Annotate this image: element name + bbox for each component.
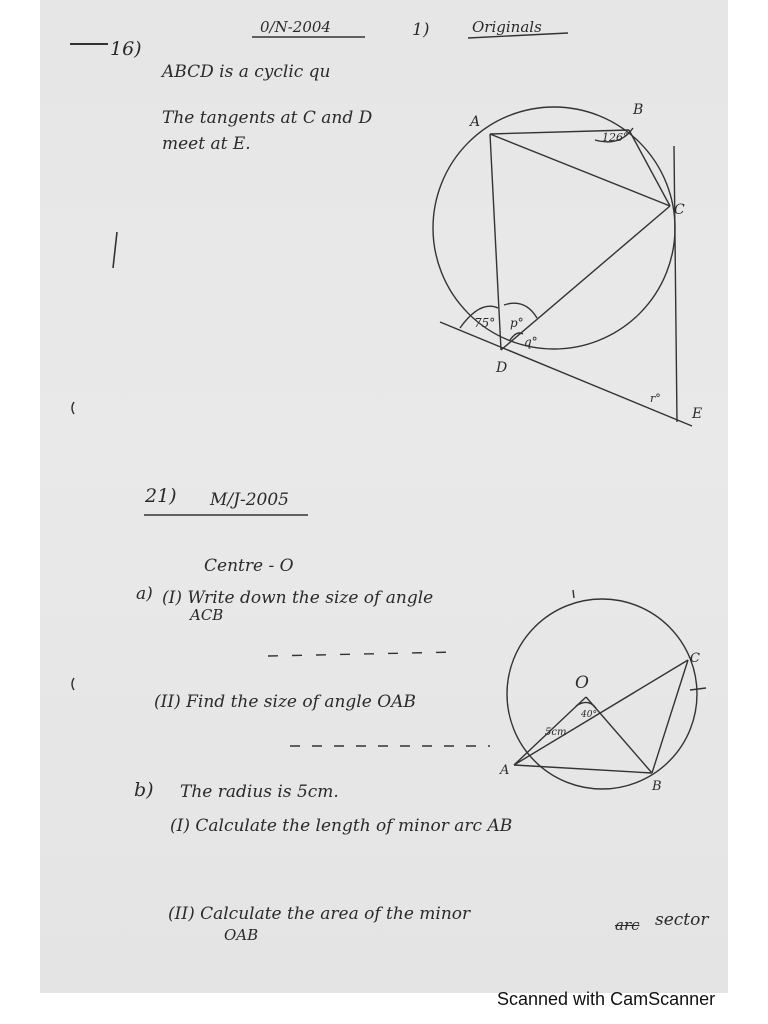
q16-chord-dc	[501, 206, 670, 350]
q21-b2-struck-word: arc	[615, 916, 640, 934]
scanned-page	[40, 0, 728, 993]
q21-chord-ab	[514, 765, 652, 773]
q16-angle-b: 126°	[602, 131, 629, 144]
originals-label: Originals	[472, 18, 542, 36]
q16-circle	[433, 107, 675, 349]
q21-angle-o: 40°	[581, 710, 597, 720]
q16-label-a: A	[470, 114, 481, 130]
q16-angle-d-left: 75°	[474, 316, 496, 330]
q21-a1-line1: (I) Write down the size of angle	[162, 588, 434, 608]
q21-b2-line2: OAB	[224, 926, 259, 944]
q21-circle	[507, 599, 697, 789]
q16-chord-ac	[490, 134, 670, 206]
q16-line1: ABCD is a cyclic qu	[162, 62, 331, 82]
originals-underline	[468, 33, 568, 38]
q21-b-text: The radius is 5cm.	[180, 782, 339, 802]
margin-bracket-1	[72, 402, 74, 414]
q21-chord-ac	[514, 660, 688, 765]
q16-label-e: E	[692, 406, 703, 422]
q21-b2-end: sector	[655, 910, 709, 930]
margin-bracket-2	[72, 678, 74, 690]
q21-a-label: a)	[136, 584, 153, 604]
q16-label-c: C	[674, 202, 685, 218]
q21-label-b: B	[652, 779, 662, 794]
q21-tick-c	[690, 688, 706, 690]
q21-number: 21)	[145, 485, 177, 507]
q21-b-label: b)	[134, 779, 154, 801]
q21-session: M/J-2005	[210, 490, 289, 510]
q21-radius-label: 5cm	[545, 727, 567, 738]
camscanner-watermark: Scanned with CamScanner	[497, 989, 716, 1009]
q16-angle-d-p: p°	[510, 316, 524, 330]
q16-line2: The tangents at C and D	[162, 108, 373, 128]
q16-label-b: B	[633, 102, 644, 118]
q21-label-a: A	[500, 763, 510, 778]
answer-line-a1	[268, 652, 458, 656]
q16-angle-d-q: q°	[524, 335, 538, 349]
q21-a1-line2: ACB	[190, 606, 224, 624]
q21-label-o: O	[575, 673, 589, 693]
q21-centre: Centre - O	[204, 556, 294, 576]
paper-code: 0/N-2004	[260, 18, 331, 36]
q21-chord-bc	[652, 660, 688, 773]
q16-tangent-c	[674, 146, 677, 422]
q21-radius-ob	[586, 697, 652, 773]
q21-b2-line1: (II) Calculate the area of the minor	[168, 904, 471, 924]
q21-label-c: C	[690, 651, 700, 666]
q21-b1: (I) Calculate the length of minor arc AB	[170, 816, 513, 836]
q16-number: 16)	[110, 38, 142, 60]
q16-chord-cb	[629, 130, 670, 206]
margin-mark	[113, 232, 117, 268]
q16-label-d: D	[496, 360, 508, 376]
q21-a2: (II) Find the size of angle OAB	[154, 692, 416, 712]
reference-mark: 1)	[412, 20, 430, 40]
q16-line3: meet at E.	[162, 134, 251, 154]
diagrams-layer	[40, 0, 728, 993]
q16-tangent-d	[440, 322, 692, 426]
q21-tick-top	[573, 590, 574, 598]
q16-angle-e: r°	[650, 392, 661, 405]
